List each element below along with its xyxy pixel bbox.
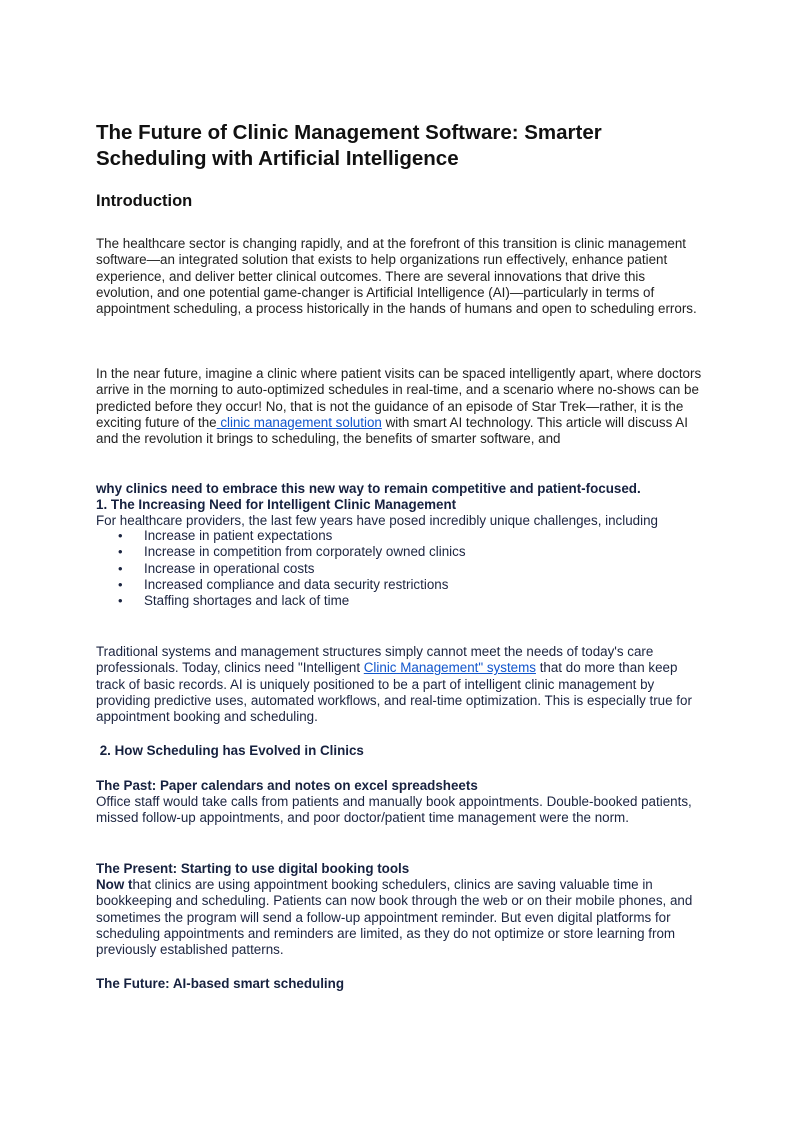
clinic-management-solution-link[interactable]: clinic management solution bbox=[216, 414, 382, 430]
present-text-bold-start: Now t bbox=[96, 877, 133, 892]
challenges-list bbox=[96, 528, 466, 609]
section2-heading: 2. How Scheduling has Evolved in Clinics bbox=[96, 743, 364, 758]
intro-paragraph: The healthcare sector is changing rapidly, and at the forefront of this transition is clinic management software—an integrated solution that exists to help organizations run effectively, enhance patient experience, and deliver better clinical outcomes. There are several innovations that drive this evolution, and one potential game-changer is Artificial Intelligence (AI)—particularly in terms of appointment scheduling, a process historically in the hands of humans and open to scheduling errors. bbox=[96, 236, 697, 317]
list-item: • Increased compliance and data security restrictions bbox=[118, 576, 449, 592]
bullet-icon: • bbox=[118, 544, 123, 560]
present-text bbox=[96, 877, 706, 958]
page-title: The Future of Clinic Management Software: Smarter Scheduling with Artificial Intelligence bbox=[96, 121, 602, 170]
future-heading: The Future: AI-based smart scheduling bbox=[96, 976, 345, 991]
present-heading: The Present: Starting to use digital booking tools bbox=[96, 861, 410, 876]
list-item: • Staffing shortages and lack of time bbox=[118, 593, 350, 609]
section1-paragraph-text-after: that do more than keep track of basic records. AI is uniquely positioned to be a part of intelligent clinic management by providing predictive uses, automated workflows, and real-time optimization. This is especially true for appointment booking and scheduling. bbox=[96, 660, 692, 725]
present-text-body: hat clinics are using appointment booking schedulers, clinics are saving valuable time in bookkeeping and scheduling. Patients can now book through the web or on their mobile phones, and sometimes the program will send a follow-up appointment reminder. But even digital platforms for scheduling appointments and reminders are limited, as they do not optimize or store learning from previously established patterns. bbox=[96, 877, 693, 958]
bullet-icon: • bbox=[118, 593, 123, 609]
list-item: • Increase in operational costs bbox=[118, 560, 315, 576]
future-paragraph bbox=[96, 366, 706, 447]
section1-heading: 1. The Increasing Need for Intelligent Clinic Management bbox=[96, 497, 457, 512]
future-paragraph-text-before: In the near future, imagine a clinic where patient visits can be spaced intelligently apart, where doctors arrive in the morning to auto-optimized schedules in real-time, and a scenario where no-shows can be predicted before they occur! No, that is not the guidance of an episode of Star Trek—rather, it is the exciting future of the bbox=[96, 366, 702, 430]
section1-lead: why clinics need to embrace this new way to remain competitive and patient-focused. bbox=[96, 481, 641, 496]
list-item: • Increase in competition from corporately owned clinics bbox=[118, 544, 466, 560]
past-text: Office staff would take calls from patients and manually book appointments. Double-booked patients, missed follow-up appointments, and poor doctor/patient time management were the norm. bbox=[96, 794, 692, 826]
section1-paragraph bbox=[96, 644, 706, 725]
clinic-management-systems-link[interactable]: Clinic Management" systems bbox=[363, 660, 536, 676]
past-heading: The Past: Paper calendars and notes on excel spreadsheets bbox=[96, 778, 478, 793]
bullet-icon: • bbox=[118, 576, 123, 592]
section1-intro: For healthcare providers, the last few years have posed incredibly unique challenges, including bbox=[96, 513, 658, 528]
bullet-icon: • bbox=[118, 560, 123, 576]
introduction-heading: Introduction bbox=[96, 192, 193, 210]
future-paragraph-text-after: with smart AI technology. This article will discuss AI and the revolution it brings to scheduling, the benefits of smarter software, and bbox=[96, 414, 688, 447]
bullet-icon: • bbox=[118, 528, 123, 543]
list-item: • Increase in patient expectations bbox=[118, 528, 333, 543]
section1-paragraph-text-before: Traditional systems and management structures simply cannot meet the needs of today's care professionals. Today, clinics need "Intelligent bbox=[96, 644, 654, 676]
